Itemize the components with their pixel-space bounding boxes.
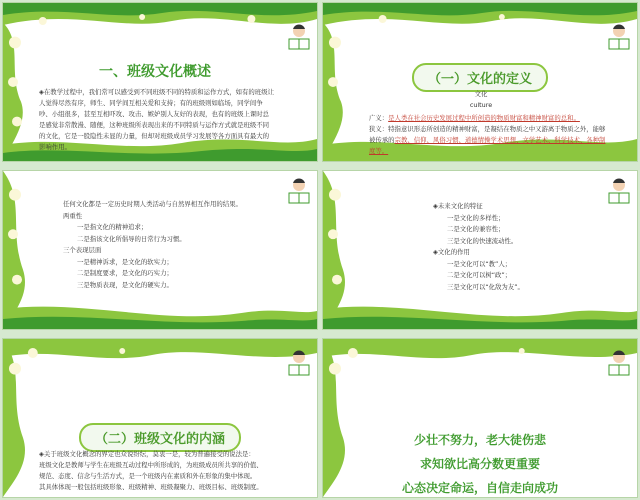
list-item: 二是指该文化所倡导的日常行为习惯。 xyxy=(77,234,186,243)
narrow-text: 特指意识形态所创造的精神财富，是凝结在物质之中又游离于物质之外，能够被传承的 xyxy=(369,125,606,144)
list-item: 任何文化都是一定历史时期人类活动与自然界相互作用的结果。 xyxy=(63,200,242,208)
slide-2-thumbnail[interactable] xyxy=(322,2,638,162)
leaf-border-top xyxy=(323,339,637,369)
broad-text: 是人类在社会历史发展过程中所创造的物质财富和精神财富的总和。 xyxy=(388,114,580,122)
slide-5-line: ◈关于班级文化概念的界定也众说纷纭，莫衷一是，较为普遍接受的说法是： xyxy=(39,450,255,458)
list-item: 一是指文化的精神追求； xyxy=(77,223,148,231)
list-item: 三是文化可以“化敌为友”。 xyxy=(447,282,524,291)
slide-3-thumbnail[interactable] xyxy=(2,170,318,330)
slide-5-line: 班级文化是教师与学生在班级互动过程中所形成的，为班级成员所共享的价值、 xyxy=(39,461,263,469)
slide-5-line: 其具体体现一般包括班级形象、班级精神、班级凝聚力、班级目标、班级制度。 xyxy=(39,483,263,491)
list-item: 二是制度要求，是文化的巧实力； xyxy=(77,269,173,277)
culture-label-en: culture xyxy=(469,101,493,109)
broad-definition xyxy=(369,113,609,124)
reading-boy-icon xyxy=(285,23,313,53)
list-item: 两重性 xyxy=(63,211,83,220)
motto-line-3: 心态决定命运，自信走向成功 xyxy=(401,481,558,495)
slide-5-line: 规范、态度、信念与生活方式，是一个班级内在素质和外在形象的集中体现。 xyxy=(39,472,257,480)
slide-6-thumbnail[interactable] xyxy=(322,338,638,498)
reading-boy-icon xyxy=(605,23,633,53)
leaf-border-top xyxy=(3,3,317,33)
list-item: 三是文化的快速流动性。 xyxy=(447,236,518,245)
leaf-border-top xyxy=(3,339,317,369)
slide-5-thumbnail[interactable] xyxy=(2,338,318,498)
slide-3-list xyxy=(63,199,293,291)
slide-1-title: 一、班级文化概述 xyxy=(99,64,211,80)
culture-label-cn: 文化 xyxy=(474,90,488,98)
narrow-prefix: 狭义： xyxy=(369,125,389,133)
list-item: ◈文化的作用 xyxy=(433,248,470,256)
motto-line-1: 少壮不努力，老大徒伤悲 xyxy=(413,433,546,447)
flower-vine-left xyxy=(323,339,353,497)
narrow-items: 宗教、信仰、风俗习惯、道德情操学术思想、文学艺术、科学技术、各种制度等。 xyxy=(369,136,606,155)
list-item: 一是文化可以“教”人； xyxy=(447,259,512,268)
motto-line-2: 求知欲比高分数更重要 xyxy=(419,457,540,471)
list-item: 三是物质表现，是文化的硬实力。 xyxy=(77,280,173,289)
slide-4-list xyxy=(433,201,613,293)
leaf-border-bottom xyxy=(323,299,637,329)
list-item: 一是精神诉求，是文化的软实力； xyxy=(77,257,173,266)
reading-boy-icon xyxy=(285,349,313,379)
leaf-border-top xyxy=(323,3,637,33)
slide-1-thumbnail[interactable] xyxy=(2,2,318,162)
list-item: ◈未来文化的特征 xyxy=(433,202,483,210)
slide-2-title: （一）文化的定义 xyxy=(412,63,548,92)
leaf-border-bottom xyxy=(3,299,317,329)
slide-5-title: （二）班级文化的内涵 xyxy=(79,423,241,452)
broad-prefix: 广义： xyxy=(369,114,389,122)
list-item: 二是文化的兼容性； xyxy=(447,225,505,233)
slide-5-paragraph xyxy=(39,449,309,493)
list-item: 一是文化的多样性； xyxy=(447,213,505,222)
slide-1-paragraph: ◈在教学过程中，我们常可以感受到不同班级不同的特质和运作方式，如有的班级让人觉得尽然有序，师生、同学间互相关爱和支持；有的班级则如临场，同学间争吵、小组很多，甚至互相吓攻、攻击、嫉妒别人友好的表现，也有的班级上课时总是感觉非常散漫、随便，这种班级所表现出来的不同特质与运作方式就是班级不同的文化，它是一股隐性未显的力量，但却对班级成员学习发展等各方面具有最大的影响作用。 xyxy=(39,88,274,151)
narrow-definition xyxy=(369,124,609,157)
slide-4-thumbnail[interactable] xyxy=(322,170,638,330)
flower-vine-left xyxy=(3,339,33,497)
list-item: 三个表现层面 xyxy=(63,246,102,254)
reading-boy-icon xyxy=(605,349,633,379)
list-item: 二是文化可以树“政”； xyxy=(447,271,512,279)
